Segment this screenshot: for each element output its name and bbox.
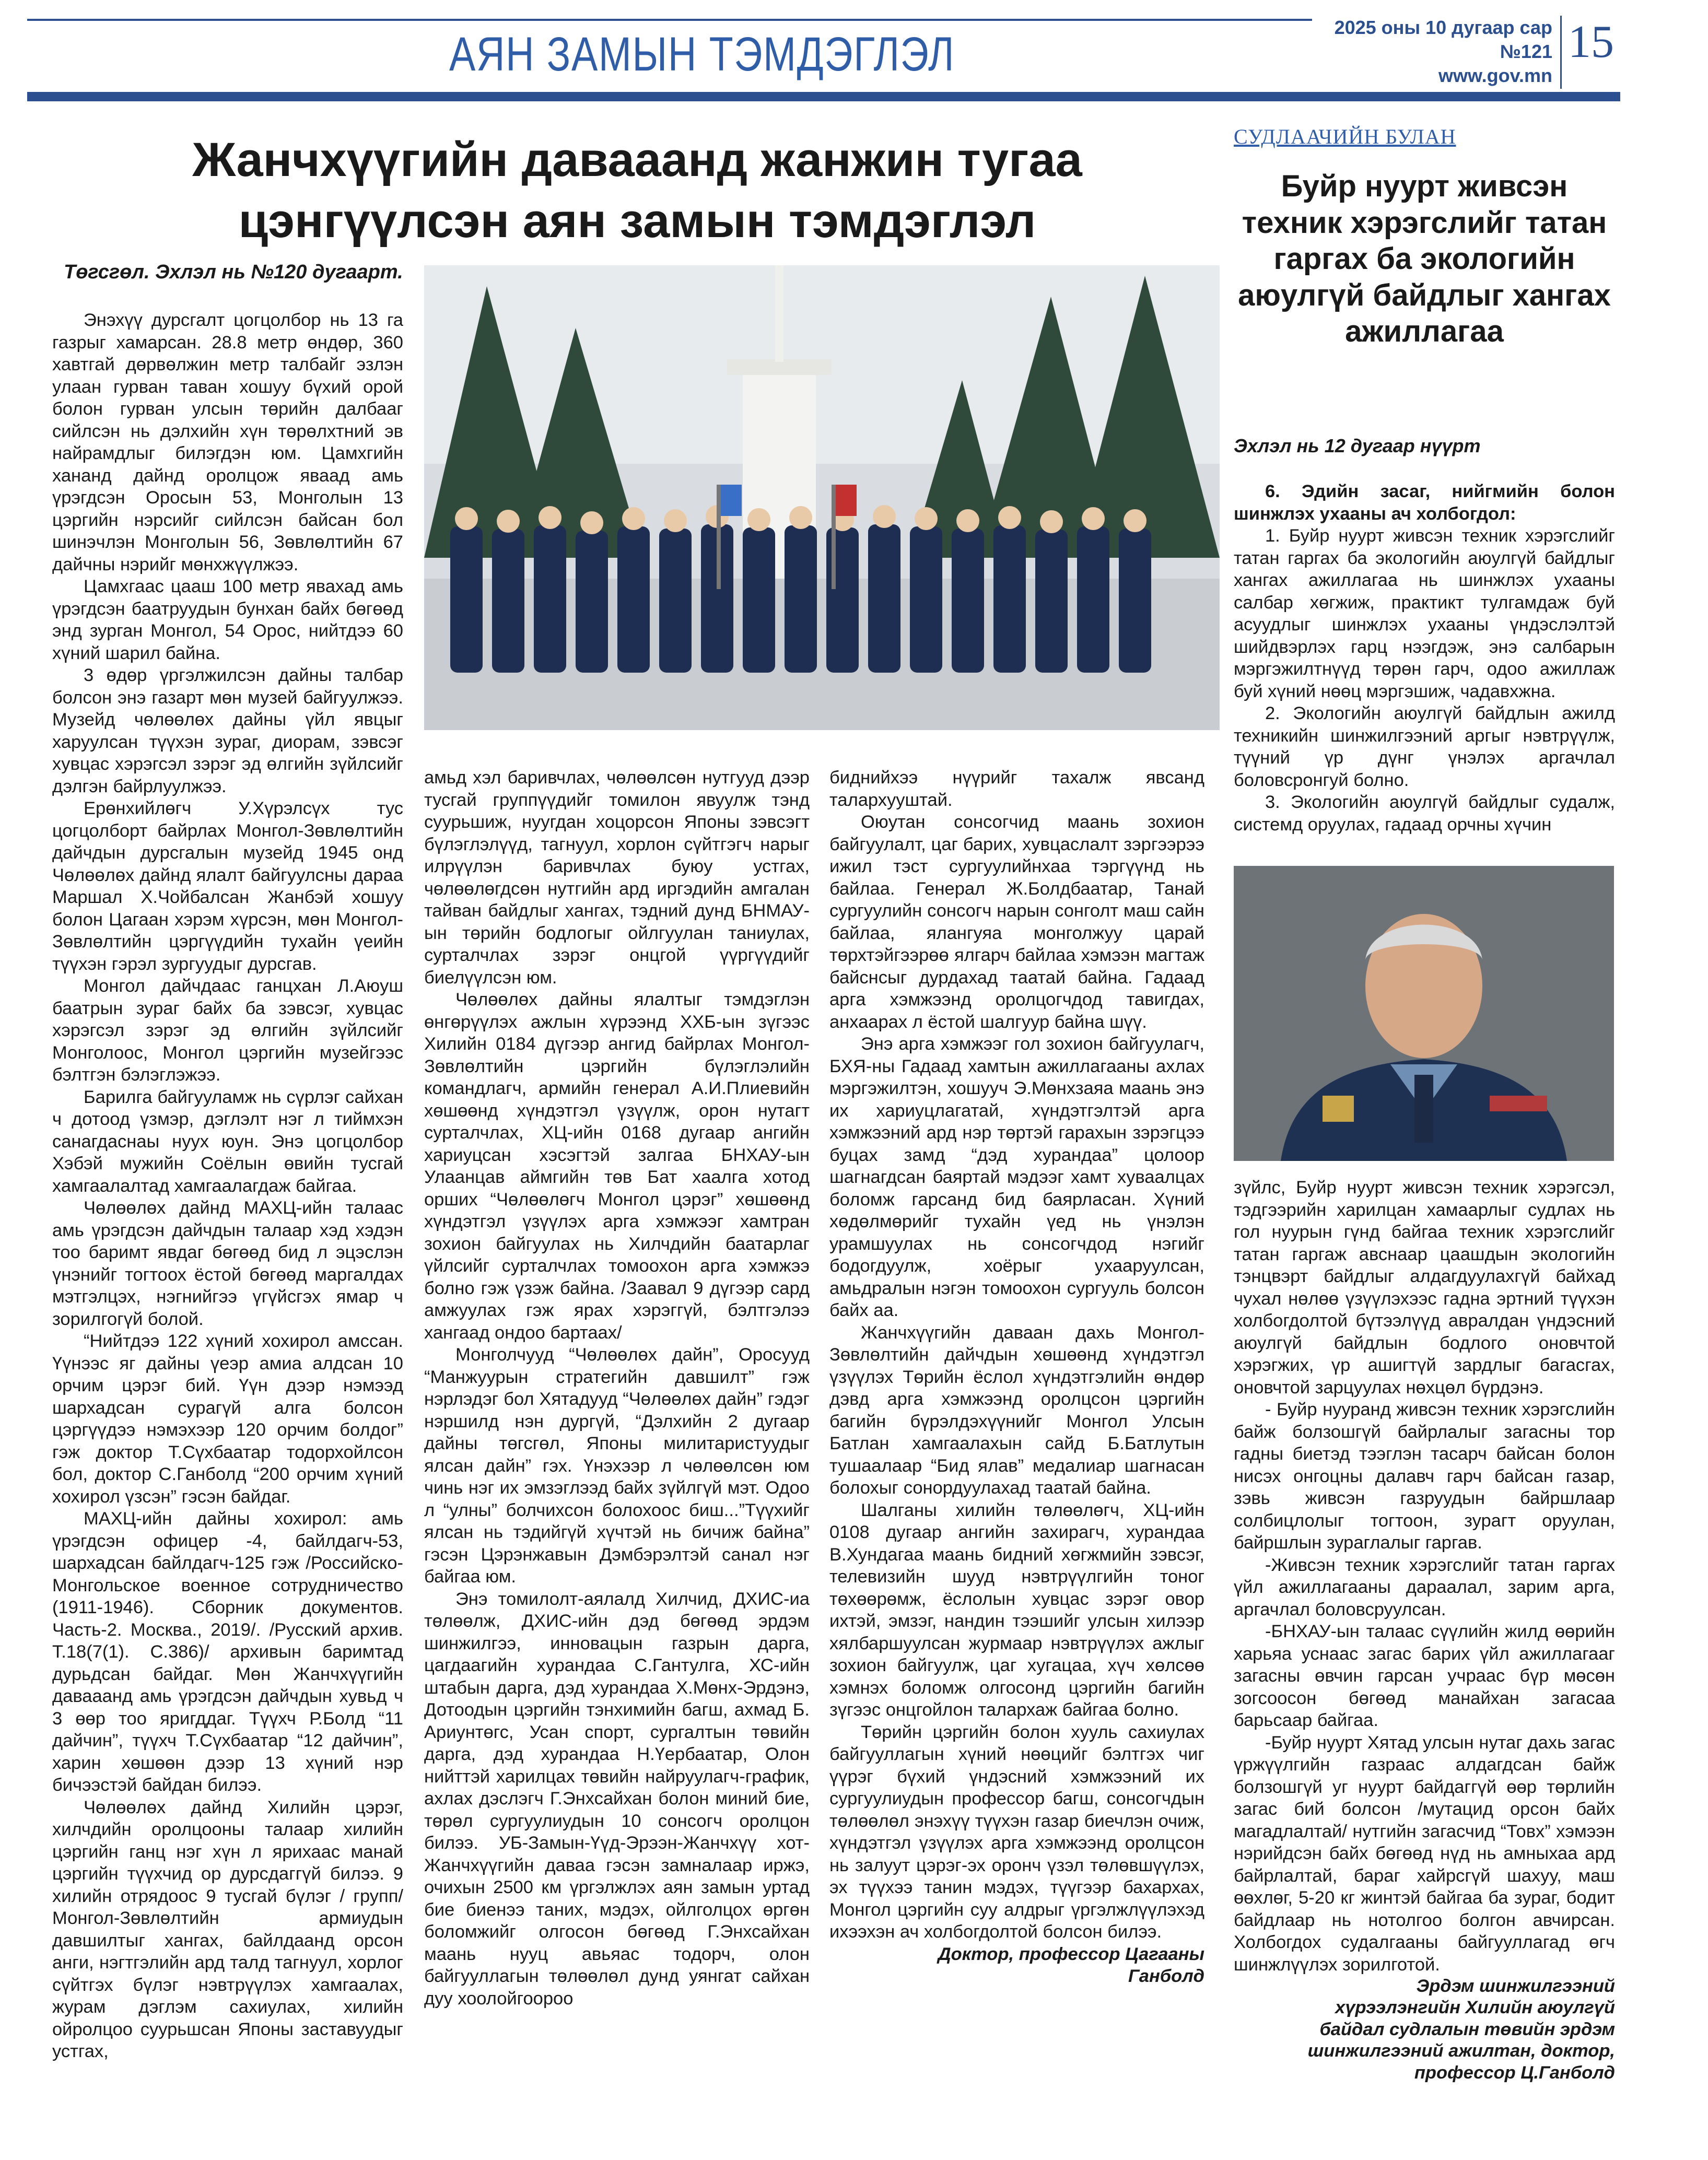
paragraph: 2. Экологийн аюулгүй байдлын ажилд техникийн шинжилгээний аргыг нэвтрүүлж, түүний үр дүнг үнэлэх аргачлал боловсронгуй болно.	[1234, 703, 1615, 790]
paragraph: Жанчхүүгийн даваан дахь Монгол-Зөвлөлтийн дайчдын хөшөөнд хүндэтгэл үзүүлэх Төрийн ёслол хүндэтгэлийн өндөр дэвд арга хэмжээнд оролцсон цэргийн багийн бүрэлдэхүүнийг Монгол Улсын Батлан хамгаалахын сайд Б.Батлутын тушаалаар “Бид ялав” медалиар шагнасан болохыг сонордуулахад таатай байна.	[829, 1322, 1204, 1498]
issue-info	[1335, 16, 1552, 88]
paragraph: Ерөнхийлөгч У.Хүрэлсүх тус цогцолборт байрлах Монгол-Зөвлөлтийн дайчдын дурсгалын музейд 1945 онд Чөлөөлөх дайнд ялалт байгуулсны дараа Маршал Х.Чойбалсан Жанбэй хошуу болон Цагаан хэрэм хүрсэн, мөн Монгол-Зөвлөлтийн цэргүүдийн тухайн үеийн түүхэн гэрэл зургуудыг дурсгав.	[52, 799, 403, 974]
author-portrait	[1234, 866, 1614, 1161]
paragraph: Чөлөөлөх дайнд Хилийн цэрэг, хилчдийн оролцооны талаар хилийн цэргийн ганц нэг хүн л ярихаас манай цэргийн түүхчид ор дурсдаггүй билээ. 9 хилийн отрядоос 9 тусгай бүлэг / групп/ Монгол-Зөвлөлтийн армиудын давшилтыг хангах, байлдаанд орсон анги, нэгтгэлийн ард талд тагнуул, хорлог сүйтгэх бүлэг нэвтрүүлэх хамгаалах, журам дэглэм сахиулах, хилийн ойролцоо суурьшсан Японы заставуудыг устгах,	[52, 1797, 403, 2061]
article-column-2	[424, 767, 810, 2010]
sidebar-column-bottom	[1234, 1177, 1615, 2084]
issue-date: 2025 оны 10 дугаар сар	[1334, 17, 1552, 38]
author-signature: Доктор, профессор Цагааны	[938, 1944, 1204, 1964]
sidebar-signature: Эрдэм шинжилгээний	[1416, 1976, 1615, 1996]
paragraph: Энэхүү дурсгалт цогцолбор нь 13 га газрыг хамарсан. 28.8 метр өндөр, 360 хавтгай дөрвөлжин метр талбайг эзлэн улаан гурван таван хошуу бүхий орой болон гурван улсын төрийн далбааг сийлсэн нь дэлхийн хүн төрөлхтний эв найрамдлыг билэгдэн юм. Цамхгийн хананд дайнд оролцож яваад амь үрэгдсэн Оросын 53, Монголын 13 цэргийн нэрсийг сийлсэн байсан бол шинэчлэн Монголын 56, Зөвлөлтийн 67 дайчны нэрийг мөнхжүүлжээ.	[52, 310, 403, 574]
paragraph: “Нийтдээ 122 хүний хохирол амссан. Үүнээс яг дайны үеэр амиа алдсан 10 орчим цэрэг бий. Үүн дээр нэмээд шархадсан сурагүй алга болсон цэргүүдээ нэмэхээр 120 орчим болдог” гэж доктор Т.Сүхбаатар тодорхойлсон бол, доктор С.Ганболд “200 орчим хүний хохирол үзсэн” гэсэн байдаг.	[52, 1331, 403, 1507]
paragraph: зүйлс, Буйр нуурт живсэн техник хэрэгсэл, тэдгээрийн харилцан хамаарлыг судлах нь гол нуурын гүнд байгаа техник хэрэгслийг татан гаргаж авснаар цаашдын экологийн тэнцвэрт байдлыг алдагдуулахгүй байхад чухал нөлөө үзүүлэхээс гадна эртний түүхэн холбогдолтой бүтээлүүд авралдан үндэсний аюулгүй байдлын бодлого оновчтой хэрэгжих, үр ашигтүй зардлыг багасгах, оновчтой зарцуулах нөхцөл бүрдэнэ.	[1234, 1178, 1615, 1398]
header-rule	[27, 19, 1312, 21]
paragraph: Монгол дайчдаас ганцхан Л.Аюуш баатрын зураг байх ба зэвсэг, хувцас хэрэгсэл зэрэг эд өлгийн зүйлсийг Монголоос, Монгол цэргийн музейгээс бэлтгэн бэлэглэжээ.	[52, 976, 403, 1085]
paragraph: биднийхээ нүүрийг тахалж явсанд талархууштай.	[829, 768, 1204, 810]
paragraph: 3. Экологийн аюулгүй байдлыг судалж, системд оруулах, гадаад орчны хүчин	[1234, 792, 1615, 835]
sidebar-section-tag: СУДЛААЧИЙН БУЛАН	[1234, 125, 1456, 148]
paragraph: Монголчууд “Чөлөөлөх дайн”, Оросууд “Манжуурын стратегийн давшилт” гэж нэрлэдэг бол Хятадууд “Чөлөөлөх дайн” гэдэг нэршилд нэн дургүй, “Дэлхийн 2 дугаар дайны төгсгөл, Японы милитаристуудыг ялсан дайн” гэх. Үнэхээр л чөлөөлсөн юм чинь нэг их эмзэглээд байх зүйлгүй мэт. Одоо л “улны” болчихсон болохоос биш...”Түүхийг ялсан нь тэдийгүй хүчтэй нь бичиж байна” гэсэн Цэрэнжавын Дэмбэрэлтэй санал нэг байгаа юм.	[424, 1345, 810, 1587]
article-column-1	[52, 309, 403, 2063]
paragraph: Чөлөөлөх дайны ялалтыг тэмдэглэн өнгөрүүлэх ажлын хүрээнд ХХБ-ын зүгээс Хилийн 0184 дүгээр ангид байрлах Монгол-Зөвлөлтийн цэргийн бүлэглэлийн командлагч, армийн генерал А.И.Плиевийн хөшөөнд хүндэтгэл үзүүлж, орон нутагт сурталчлах, ХЦ-ийн 0168 дугаар ангийн хариуцсан хэсэгтэй залгаа БНХАУ-ын Улаанцав аймгийн төв Бат хаалга хотод орших “Чөлөөлөгч Монгол цэрэг” хөшөөнд хүндэтгэл үзүүлэх арга хэмжээг хамтран зохион байгуулах нь Хилчдийн баатарлаг үйлсийг сурталчлах томоохон арга хэмжээ болно гэж үзэж байна. /Заавал 9 дүгээр сард амжуулах гэж ярах хэрэггүй, бэлтгэлээ хангаад ондоо бартаах/	[424, 990, 810, 1343]
paragraph: -Живсэн техник хэрэгслийг татан гаргах үйл ажиллагааны дараалал, зарим арга, аргачлал боловсруулсан.	[1234, 1555, 1615, 1619]
article-headline: Жанчхүүгийн давааанд жанжин тугаа цэнгүүлсэн аян замын тэмдэглэл	[192, 133, 1082, 248]
paragraph: Энэ томилолт-аялалд Хилчид, ДХИС-иа төлөөлж, ДХИС-ийн дэд бөгөөд эрдэм шинжилгээ, инновацын газрын дарга, цагдаагийн хурандаа С.Гантулга, ХС-ийн штабын дарга, дэд хурандаа Х.Мөнх-Эрдэнэ, Дотоодын цэргийн тэнхимийн багш, ахмад Б. Ариунтөгс, Усан спорт, сургалтын төвийн дарга, дэд хурандаа Н.Үербаатар, Олон нийттэй харилцах төвийн найруулагч-график, ахлах дэслэгч Г.Энхсайхан болон миний бие, төрөл сургуулиудын 10 сонсогч оролцон билээ. УБ-Замын-Үүд-Эрээн-Жанчхүү хот-Жанчхүүгийн даваа гэсэн замналаар иржэ, очихын 2500 км үргэлжлэх аян замын уртад бие биенээ таних, мэдэх, ойлголцох өргөн боломжийг олгосон бөгөөд Г.Энхсайхан маань нууц авьяас тодорч, олон байгууллагын төлөөлөл дунд уянгат сайхан дуу хоолойгоороо	[424, 1589, 810, 2009]
sidebar-signature: профессор Ц.Ганболд	[1414, 2062, 1615, 2083]
header-divider	[1560, 16, 1562, 89]
sidebar-signature: хүрээлэнгийн Хилийн аюулгүй	[1335, 1998, 1615, 2018]
paragraph: Цамхгаас цааш 100 метр явахад амь үрэгдсэн баатруудын бунхан байх бөгөөд энд зурган Монгол, 54 Орос, нийтдээ 60 хүний шарил байна.	[52, 577, 403, 663]
continuation-note: Төгсгөл. Эхлэл нь №120 дугаарт.	[64, 261, 403, 283]
paragraph: Төрийн цэргийн болон хууль сахиулах байгууллагын хүний нөөцийг бэлтгэх чиг үүрэг бүхий үндэсний хэмжээний их сургуулиудын профессор багш, сонсогчдын төлөөлөл энэхүү түүхэн газар биечлэн очиж, хүндэтгэл үзүүлэх арга хэмжээнд оролцсон нь залуут цэрэг-эх оронч үзэл төлөвшүүлэх, эх түүхээ танин мэдэх, түүгээр бахархах, Монгол цэргийн суу алдрыг үргэлжлүүлэхэд ихээхэн ач холбогдолтой болсон билээ.	[829, 1722, 1204, 1942]
issue-number: №121	[1500, 41, 1552, 63]
author-signature: Ганболд	[1128, 1966, 1204, 1986]
paragraph: - Буйр нууранд живсэн техник хэрэгслийн байж болзошгүй байрлалыг загасны тор гадны биетэд тээглэн тасарч байсан болон нисэх онгоцны далавч гарч байсан газар, зэвь живсэн газруудын байршлаар солбицлолыг тогтоон, зурагт оруулан, байршлын зураглалыг гаргав.	[1234, 1400, 1615, 1553]
page-number: 15	[1568, 17, 1614, 67]
sidebar-continuation-note: Эхлэл нь 12 дугаар нүүрт	[1234, 435, 1481, 456]
sidebar-subheading: 6. Эдийн засаг, нийгмийн болон шинжлэх ухааны ач холбогдол:	[1234, 482, 1615, 524]
section-title: АЯН ЗАМЫН ТЭМДЭГЛЭЛ	[449, 28, 955, 81]
sidebar-signature: байдал судлалын төвийн эрдэм	[1319, 2019, 1615, 2039]
paragraph: Энэ арга хэмжээг гол зохион байгуулагч, БХЯ-ны Гадаад хамтын ажиллагааны ахлах мэргэжилтэн, хошууч Э.Мөнхзаяа маань энэ их хариуцлагатай, хүндэтгэлтэй арга хэмжээний ард нэр төртэй гарахын зэрэгцээ буцах замд “дэд хурандаа” цолоор шагнагдсан баяртай мэдээг хамт хуваалцах боломж гарсанд бид баярласан. Хүний хөдөлмөрийг тухайн үед нь үнэлэн урамшуулах нь сонсогчдод нэгийг бодогдуулж, хоёрыг ухааруулсан, амьдралын нэгэн томоохон сургууль болсон байх аа.	[829, 1034, 1204, 1320]
paragraph: МАХЦ-ийн дайны хохирол: амь үрэгдсэн офицер -4, байлдагч-53, шархадсан байлдагч-125 гэж /Российско-Монгольское военное сотрудничество (1911-1946). Сборник документов. Часть-2. Москва., 2019/. /Русский архив. Т.18(7(1). С.386)/ архивын баримтад дурьдсан байдаг. Мөн Жанчхүүгийн давааанд амь үрэгдсэн дайчдын хувьд ч 3 өөр тоо яригддаг. Түүхч Р.Болд “11 дайчин”, түүхч Т.Сүхбаатар “12 дайчин”, харин хөшөөн дээр 13 хүний нэр бичээстэй байдан билээ.	[52, 1509, 403, 1795]
sidebar-title: Буйр нуурт живсэн техник хэрэгслийг татан гаргах ба экологийн аюулгүй байдлыг хангах ажиллагаа	[1238, 169, 1611, 349]
paragraph: Барилга байгууламж нь сүрлэг сайхан ч дотоод үзмэр, дэглэлт нэг л тиймхэн санагдаснаы нуух юун. Энэ цогцолбор Хэбэй мужийн Соёлын өвийн тусгай хамгаалалтад хамгаалагдаж байгаа.	[52, 1087, 403, 1196]
paragraph: Оюутан сонсогчид маань зохион байгуулалт, цаг барих, хувцаслалт зэргээрээ ижил тэст сургуулийнхаа тэргүүнд нь байлаа. Генерал Ж.Болдбаатар, Танай сургуулийн сонсогч нарын сонголт маш сайн байлаа, ялангуяа монголжуу царай төрхтэйгээрөө ялгарч байлаа хэмээн магтаж байснсыг дурдахад таатай байна. Гадаад арга хэмжээнд оролцогчдод тавигдах, анхаарах л ёстой шалгуур байна шүү.	[829, 812, 1204, 1032]
paragraph: -БНХАУ-ын талаас сүүлийн жилд өөрийн харьяа уснаас загас барих үйл ажиллагааг загасны өвчин гарсан учраас бүр мөсөн зогсоосон бөгөөд манайхан загасаа барьсаар байгаа.	[1234, 1622, 1615, 1730]
group-photo	[424, 265, 1220, 730]
paragraph: Шалганы хилийн төлөөлөгч, ХЦ-ийн 0108 дугаар ангийн захирагч, хурандаа В.Хундагаа маань бидний хөгжмийн зэвсэг, телевизийн шууд нэвтрүүлгийн тоног төхөөрөмж, ёслолын хувцас зэрэг овор ихтэй, эмзэг, нандин тээшийг улсын хилээр хялбаршуулсан журмаар нэвтрүүлэх ажлыг зохион байгуулж, цаг хугацаа, хүч хөлсөө хэмнэх боломж олгосонд цэргийн багийн зүгээс онцгойлон талархаж байгаа болно.	[829, 1500, 1204, 1720]
website-link[interactable]: www.gov.mn	[1438, 65, 1552, 87]
sidebar-signature: шинжилгээний ажилтан, доктор,	[1307, 2041, 1615, 2061]
paragraph: 3 өдөр үргэлжилсэн дайны талбар болсон энэ газарт мөн музей байгуулжээ. Музейд чөлөөлөх дайны үйл явцыг харуулсан түүхэн зураг, диорам, зэвсэг хувцас хэрэгсэл зэрэг эд өлгийн зүйлсийг дэлгэн байрлуулжээ.	[52, 665, 403, 796]
paragraph: 1. Буйр нуурт живсэн техник хэрэгслийг татан гаргах ба экологийн аюулгүй байдлыг хангах ажиллагаа нь шинжлэх ухааны салбар хөгжиж, практикт тулгамдаж буй асуудлыг шинжлэх ухааны үндэслэлтэй шийдвэрлэх гарц нээгдэж, энэ салбарын мэргэжилтнүүд төрөн гарч, одоо ажиллаж буй хүний нөөц мэргэшиж, чадавхжна.	[1234, 526, 1615, 701]
paragraph: -Буйр нуурт Хятад улсын нутаг дахь загас үржүүлгийн газраас алдагдсан байж болзошгүй уг нуурт байдаггүй өөр төрлийн загас бий болсон /мутацид орсон байх магадлалтай/ нутгийн загасчид “Товх” хэмээн нэрийдсэн байх бөгөөд нүд нь амныхаа ард байрлалтай, бараг хайрсгүй шахуу, маш өөхлөг, 5-20 кг жинтэй байгаа ба зураг, бодит байдлаар нь нотолгоо болгон авчирсан. Холбогдох судалгааны байгууллагад өгч шинжлүүлэх зорилготой.	[1234, 1732, 1615, 1975]
header-bar	[27, 92, 1620, 101]
paragraph: амьд хэл баривчлах, чөлөөлсөн нутгууд дээр тусгай группүүдийг томилон явуулж тэнд суурьшиж, нуугдан хоцорсон Японы зэвсэгт бүлэглэлүүд, тагнуул, хорлон сүйтгэгч нарыг илрүүлэн баривчлах буюу устгах, чөлөөлөгдсөн нутгийн ард иргэдийн амгалан тайван байдлыг хангах, тэдний дунд БНМАУ-ын төрийн бодлогыг ойлгуулан таниулах, сурталчлах зэрэг онцгой үүргүүдийг биелүүлсэн юм.	[424, 768, 810, 988]
article-column-3	[829, 767, 1204, 1988]
sidebar-column-top	[1234, 480, 1615, 836]
paragraph: Чөлөөлөх дайнд МАХЦ-ийн талаас амь үрэгдсэн дайчдын талаар хэд хэдэн тоо баримт явдаг бөгөөд бид л эцэслэн үнэнийг тогтоох ёстой бөгөөд маргалдах мэтгэлцэх, нэгнийгээ үгүйсгэх ямар ч зорилгогүй болой.	[52, 1198, 403, 1329]
